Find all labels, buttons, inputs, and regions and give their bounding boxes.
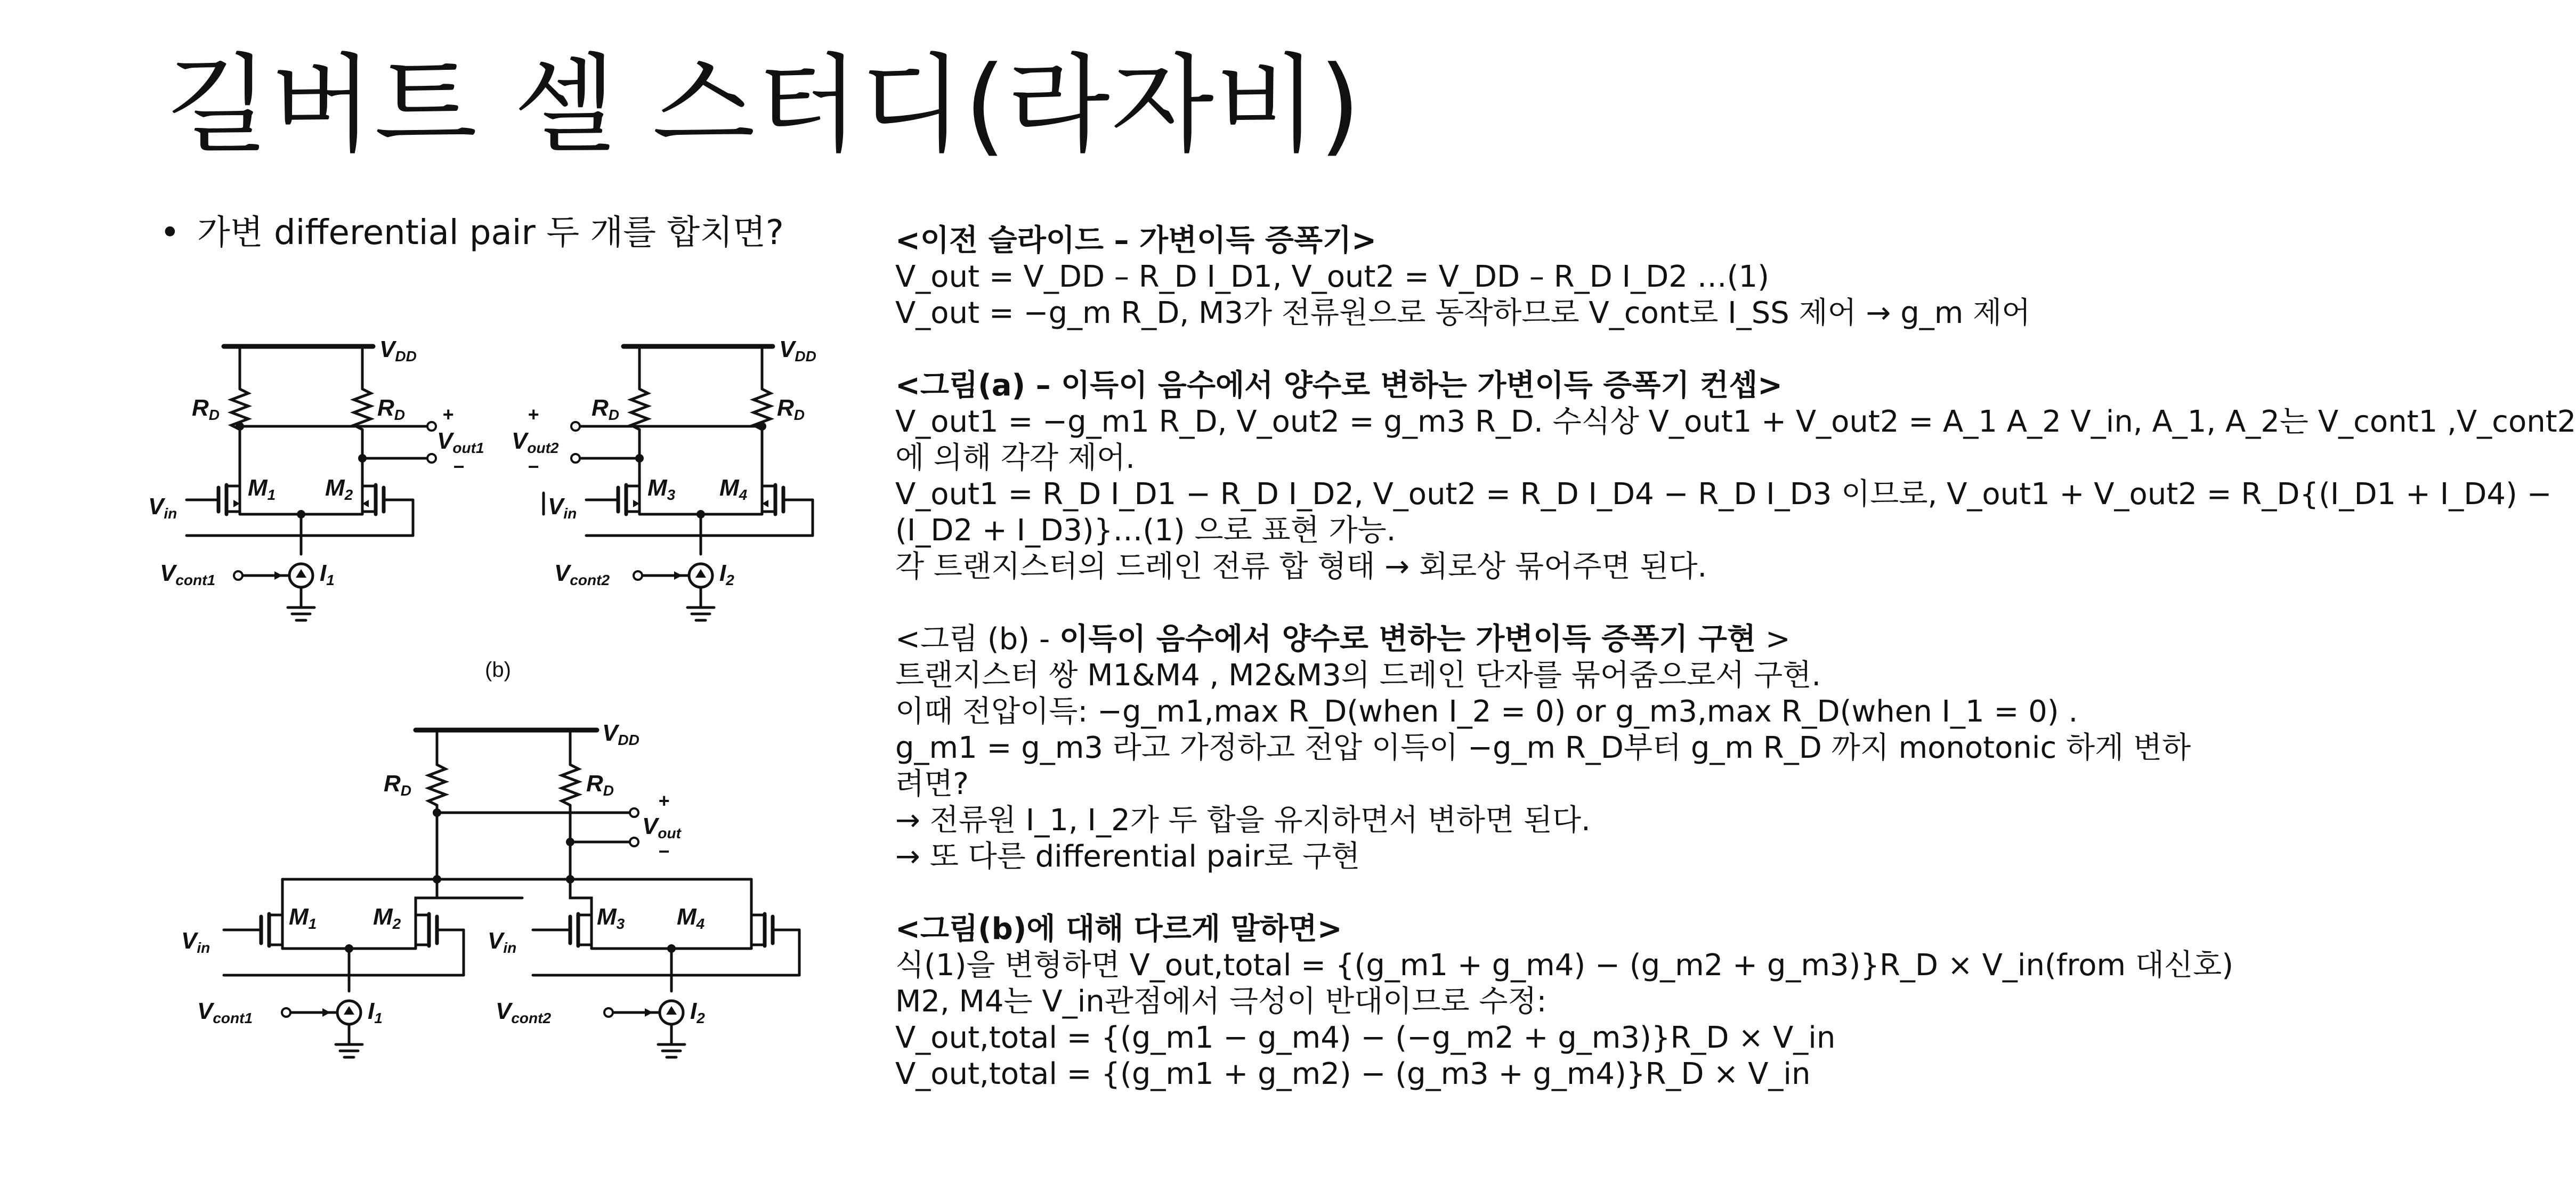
text-line: V_out1 = −g_m1 R_D, V_out2 = g_m3 R_D. 수식상 V_out1 + V_out2 = A_1 A_2 V_in, A_1, A_2는 V_cont1 ,V_cont2 [895,404,2576,439]
m1-label: M1 [248,475,276,503]
rd-label: RD [192,395,220,423]
minus-label: − [528,456,539,477]
text-line: V_out,total = {(g_m1 + g_m2) − (g_m3 + g_m4)}R_D × V_in [895,1057,1811,1091]
circuit-figure-a [144,330,858,682]
rd-label: RD [377,395,406,423]
m1-label: M1 [289,904,317,932]
vdd-label: VDD [379,336,417,364]
vdd-label: VDD [602,720,639,748]
vin-label: Vin [548,493,577,522]
minus-label: − [453,456,465,477]
section-heading-alt: <그림(b)에 대해 다르게 말하면> [895,912,1342,946]
plus-label: + [442,403,454,425]
i2-label: I2 [719,560,734,588]
rd-label: RD [592,395,620,423]
section-heading-fig-b: <그림 (b) - 이득이 음수에서 양수로 변하는 가변이득 증폭기 구현 > [895,622,1791,657]
vin-label: Vin [181,928,210,956]
text-line: (I_D2 + I_D3)}…(1) 으로 표현 가능. [895,513,1396,548]
m4-label: M4 [719,475,748,503]
text-line: V_out = V_DD – R_D I_D1, V_out2 = V_DD – R_D I_D2 …(1) [895,260,1769,294]
text-line: 려면? [895,767,969,801]
m2-label: M2 [325,475,353,503]
text-line: → 또 다른 differential pair로 구현 [895,839,1360,874]
text-line: 에 의해 각각 제어. [895,441,1135,475]
text-line: → 전류원 I_1, I_2가 두 합을 유지하면서 변하면 된다. [895,803,1591,838]
circuit-figure-b [176,719,837,1092]
i2-label: I2 [690,998,705,1026]
plus-label: + [658,790,670,812]
m3-label: M3 [647,475,676,503]
text-line: 트랜지스터 쌍 M1&M4 , M2&M3의 드레인 단자를 묶어줌으로서 구현. [895,658,1821,693]
i1-label: I1 [368,998,383,1026]
text-line: M2, M4는 V_in관점에서 극성이 반대이므로 수정: [895,984,1547,1019]
text-line: V_out1 = R_D I_D1 − R_D I_D2, V_out2 = R_D I_D4 − R_D I_D3 이므로, V_out1 + V_out2 = R_D{(I_D1 + I_D4) − [895,477,2552,512]
vin-label: Vin [148,493,177,522]
vout-label: Vout [642,813,681,841]
vcont2-label: Vcont2 [554,560,610,588]
rd-label: RD [586,771,614,799]
text-line: 이때 전압이득: −g_m1,max R_D(when I_2 = 0) or g_m3,max R_D(when I_1 = 0) . [895,694,2078,729]
plus-label: + [528,403,539,425]
bullet-question [160,205,784,254]
m2-label: M2 [373,904,401,932]
text-line: V_out = −g_m R_D, M3가 전류원으로 동작하므로 V_cont로 I_SS 제어 → g_m 제어 [895,296,2031,330]
vcont1-label: Vcont1 [160,560,216,588]
slide-title: 길버트 셀 스터디(라자비) [166,43,1362,167]
bullet-text: 가변 differential pair 두 개를 합치면? [197,213,784,253]
vdd-label: VDD [779,336,816,364]
section-heading-prev-slide: <이전 슬라이드 – 가변이득 증폭기> [895,223,1377,258]
vcont2-label: Vcont2 [496,998,552,1026]
rd-label: RD [384,771,412,799]
vout1-label: Vout1 [437,428,484,456]
vin-label: Vin [488,928,517,956]
minus-label: − [658,840,670,862]
section-heading-fig-a: <그림(a) – 이득이 음수에서 양수로 변하는 가변이득 증폭기 컨셉> [895,368,1783,403]
text-line: g_m1 = g_m3 라고 가정하고 전압 이득이 −g_m R_D부터 g_m R_D 까지 monotonic 하게 변하 [895,731,2191,765]
text-line: V_out,total = {(g_m1 − g_m4) − (−g_m2 + g_m3)}R_D × V_in [895,1020,1836,1055]
rd-label: RD [777,395,805,423]
m4-label: M4 [677,904,705,932]
figure-caption: (b) [485,658,511,682]
m3-label: M3 [597,904,625,932]
vout2-label: Vout2 [512,428,559,456]
text-line: 식(1)을 변형하면 V_out,total = {(g_m1 + g_m4) − (g_m2 + g_m3)}R_D × V_in(from 대신호) [895,948,2234,983]
text-line: 각 트랜지스터의 드레인 전류 합 형태 → 회로상 묶어주면 된다. [895,549,1707,584]
bullet-dot: • [160,213,180,253]
explanation-text [895,223,2576,1092]
vcont1-label: Vcont1 [197,998,253,1026]
i1-label: I1 [320,560,335,588]
